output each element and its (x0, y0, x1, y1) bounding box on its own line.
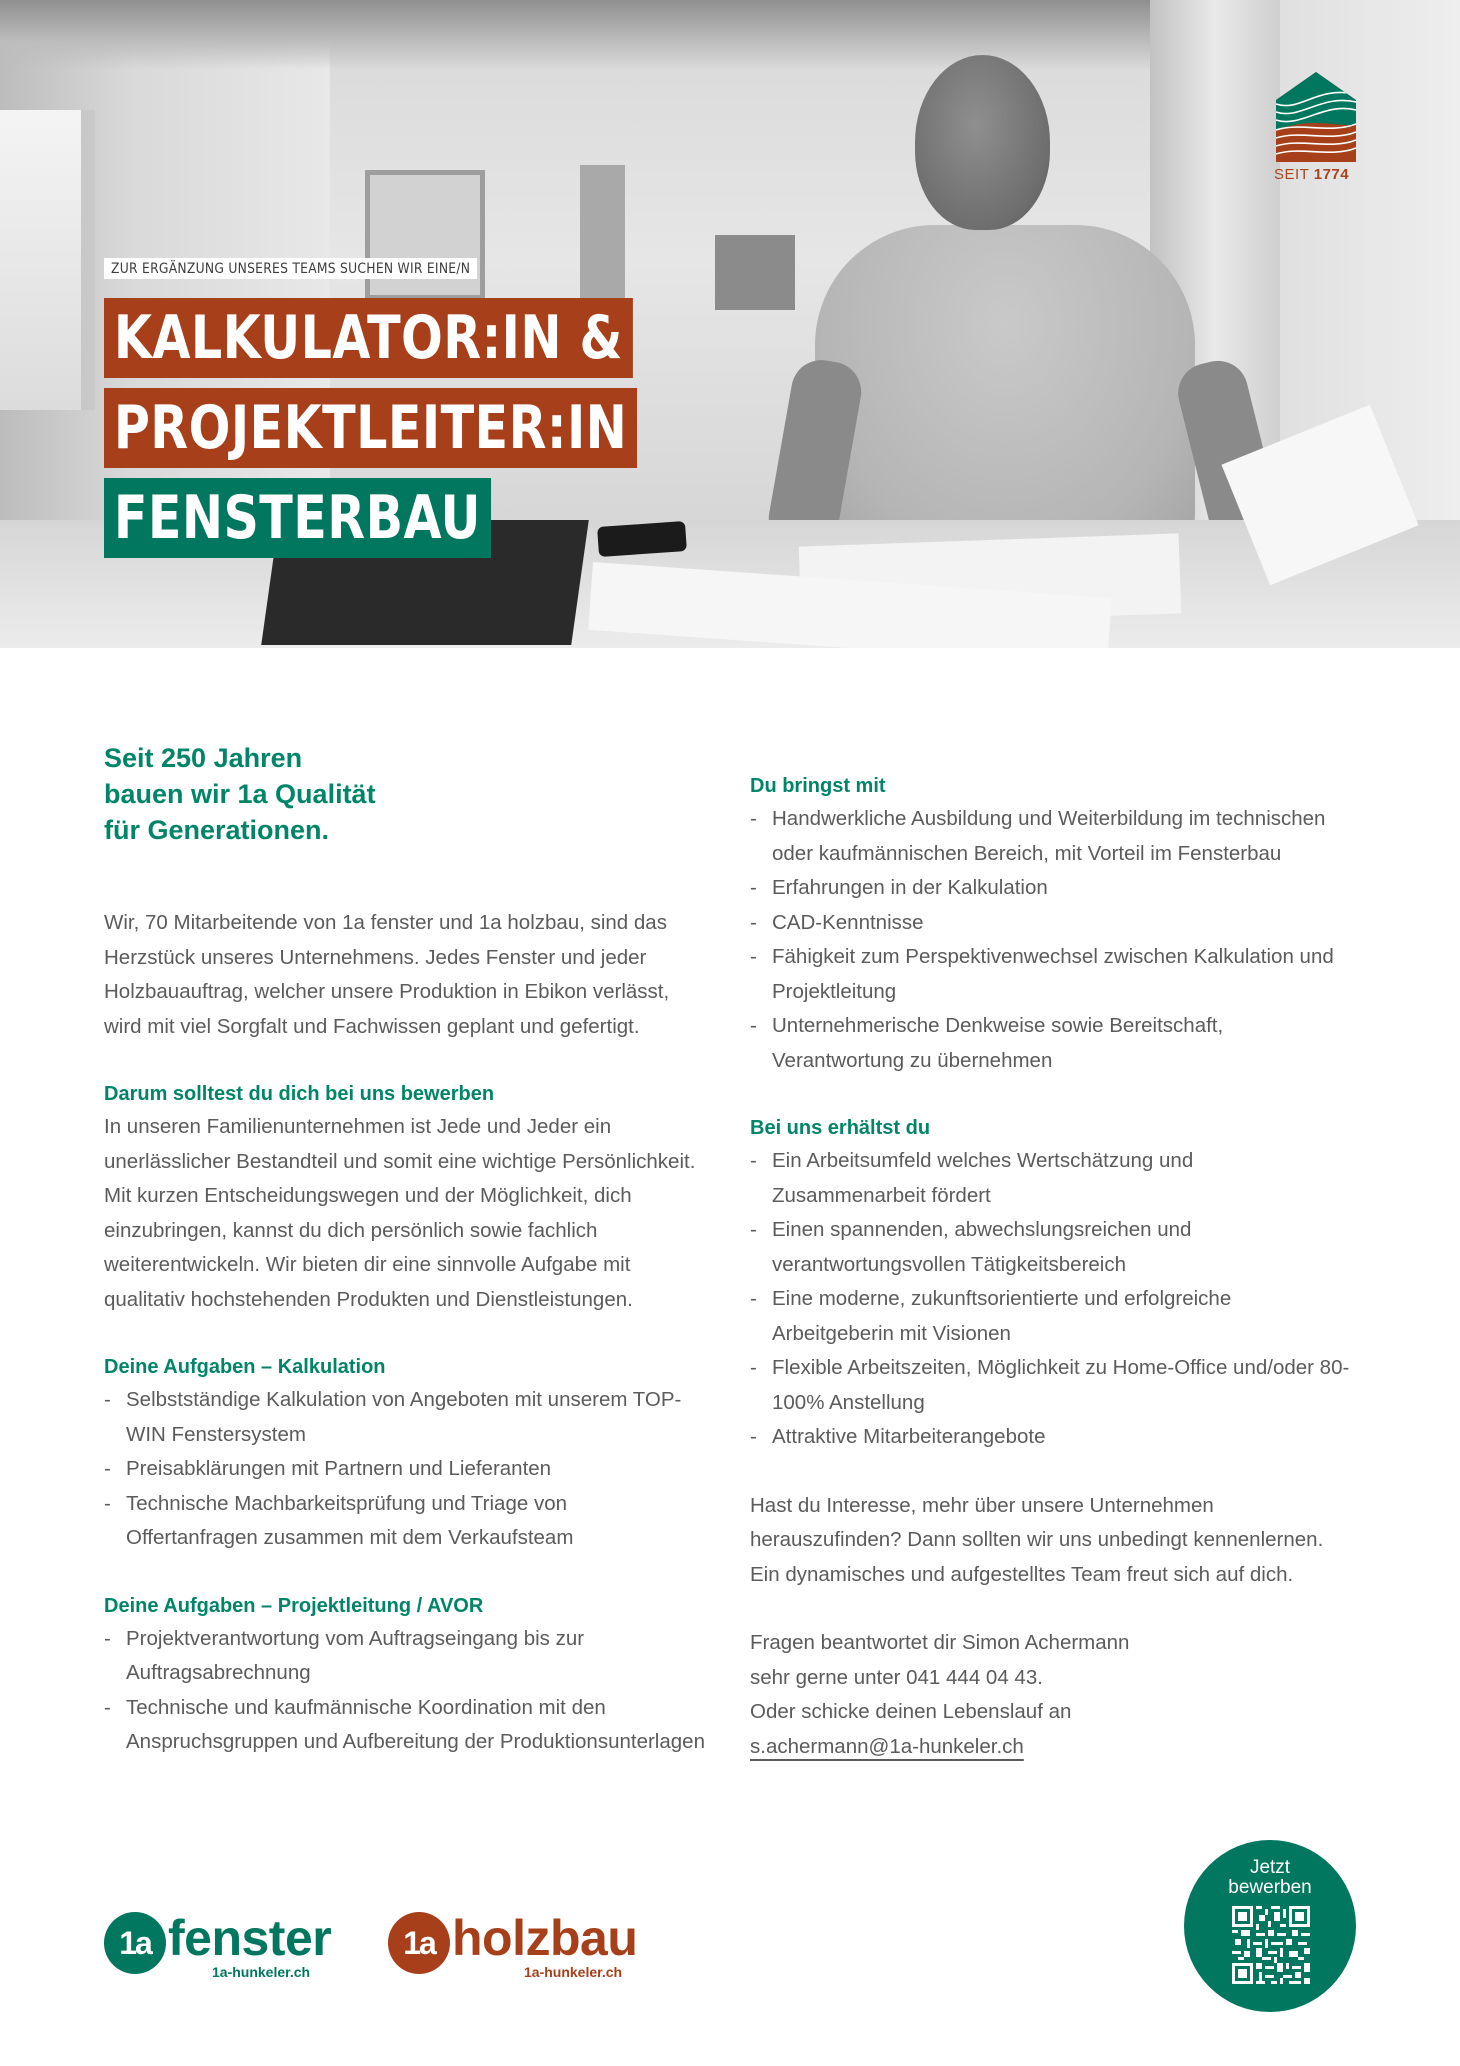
apply-now-label: Jetzt bewerben (1228, 1857, 1312, 1898)
1a-mark-icon: 1a (104, 1912, 166, 1974)
lead-line: für Generationen. (104, 815, 330, 845)
left-column (104, 740, 724, 1760)
wall-frame (715, 235, 795, 310)
1a-mark-icon: 1a (388, 1912, 450, 1974)
list-item: - Flexible Arbeitszeiten, Möglichkeit zu Home-Office und/oder 80-100% Anstellung (750, 1356, 1350, 1414)
logo-wordmark: fenster (168, 1910, 332, 1966)
list-item: - Handwerkliche Ausbildung und Weiterbildung im technischen oder kaufmännischen Bereich, mit Vorteil im Fensterbau (750, 807, 1326, 865)
list-item: - Eine moderne, zukunftsorientierte und erfolgreiche Arbeitgeberin mit Visionen (750, 1287, 1232, 1345)
list-item: - Erfahrungen in der Kalkulation (750, 876, 1048, 899)
since-label (1274, 166, 1364, 183)
list-item: - Fähigkeit zum Perspektivenwechsel zwischen Kalkulation und Projektleitung (750, 945, 1334, 1003)
list-item: - Technische Machbarkeitsprüfung und Triage von Offertanfragen zusammen mit dem Verkaufsteam (104, 1491, 574, 1549)
logo-1a-fenster (104, 1912, 344, 1982)
intro-paragraph: Wir, 70 Mitarbeitende von 1a fenster und 1a holzbau, sind das Herzstück unseres Unternehmens. Jedes Fenster und jeder Holzbauauftrag, welcher unsere Produktion in Ebikon verlässt, wird mit viel Sorgfalt und Fachwissen geplant und gefertigt. (104, 911, 670, 1038)
logo-1a-holzbau (388, 1912, 648, 1982)
list-item: - CAD-Kenntnisse (750, 910, 924, 934)
logo-url: 1a-hunkeler.ch (212, 1964, 311, 1980)
why-heading: Darum solltest du dich bei uns bewerben (104, 1083, 495, 1105)
person-head (915, 55, 1050, 230)
benefits-heading: Bei uns erhältst du (750, 1117, 931, 1139)
since-year: 1774 (1313, 166, 1350, 183)
list-item: - Ein Arbeitsumfeld welches Wertschätzung und Zusammenarbeit fördert (750, 1149, 1194, 1207)
why-paragraph: In unseren Familienunternehmen ist Jede und Jeder ein unerlässlicher Bestandteil und somit eine wichtige Persönlichkeit. Mit kurzen Entscheidungswegen und der Möglichkeit, dich einzubringen, kannst du dich persönlich sowie fachlich weiterentwickeln. Wir bieten dir eine sinnvolle Aufgabe mit qualitativ hochstehenden Produkten und Dienstleistungen. (104, 1115, 696, 1311)
tasks-pm-heading: Deine Aufgaben – Projektleitung / AVOR (104, 1594, 484, 1617)
eyebrow-label: ZUR ERGÄNZUNG UNSERES TEAMS SUCHEN WIR EINE/N (104, 258, 477, 279)
contact-line: Oder schicke deinen Lebenslauf an (750, 1700, 1072, 1723)
lead-heading (104, 740, 724, 848)
qr-code-icon[interactable] (1232, 1906, 1310, 1984)
job-title-line-3: FENSTERBAU (104, 478, 491, 558)
tasks-calculation-list (104, 1383, 704, 1556)
list-item: - Attraktive Mitarbeiterangebote (750, 1425, 1046, 1448)
apply-now-badge[interactable] (1184, 1840, 1356, 2012)
job-title-line-2: PROJEKTLEITER:IN (104, 388, 637, 468)
job-title-line-1: KALKULATOR:IN & (104, 298, 633, 378)
list-item: - Unternehmerische Denkweise sowie Bereitschaft, Verantwortung zu übernehmen (750, 1014, 1224, 1072)
since-word: SEIT (1274, 166, 1310, 183)
list-item: - Preisabklärungen mit Partnern und Lieferanten (104, 1457, 552, 1480)
person-body (815, 225, 1195, 555)
list-item: - Einen spannenden, abwechslungsreichen und verantwortungsvollen Tätigkeitsbereich (750, 1218, 1192, 1276)
benefits-list (750, 1144, 1350, 1455)
right-column (750, 770, 1350, 1764)
requirements-heading: Du bringst mit (750, 775, 886, 797)
wall-frame (365, 170, 485, 300)
email-link[interactable]: s.achermann@1a-hunkeler.ch (750, 1734, 1024, 1758)
interest-paragraph: Hast du Interesse, mehr über unsere Unternehmen herauszufinden? Dann sollten wir uns unbedingt kennenlernen. Ein dynamisches und aufgestelltes Team freut sich auf dich. (750, 1493, 1324, 1586)
lead-line: bauen wir 1a Qualität (104, 779, 376, 809)
contact-line: Fragen beantwortet dir Simon Achermann (750, 1631, 1130, 1654)
tasks-pm-list (104, 1622, 714, 1760)
window (0, 110, 95, 410)
phone (597, 521, 687, 557)
contact-phone-line: sehr gerne unter 041 444 04 43. (750, 1665, 1043, 1689)
tasks-calculation-heading: Deine Aufgaben – Kalkulation (104, 1356, 386, 1378)
list-item: - Projektverantwortung vom Auftragseingang bis zur Auftragsabrechnung (104, 1626, 585, 1684)
lead-line: Seit 250 Jahren (104, 743, 303, 773)
list-item: - Technische und kaufmännische Koordination mit den Anspruchsgruppen und Aufbereitung der Produktionsunterlagen (104, 1695, 705, 1753)
logo-wordmark: holzbau (452, 1910, 638, 1966)
list-item: - Selbstständige Kalkulation von Angeboten mit unserem TOP-WIN Fenstersystem (104, 1388, 682, 1446)
requirements-list (750, 802, 1350, 1078)
logo-url: 1a-hunkeler.ch (524, 1964, 623, 1980)
